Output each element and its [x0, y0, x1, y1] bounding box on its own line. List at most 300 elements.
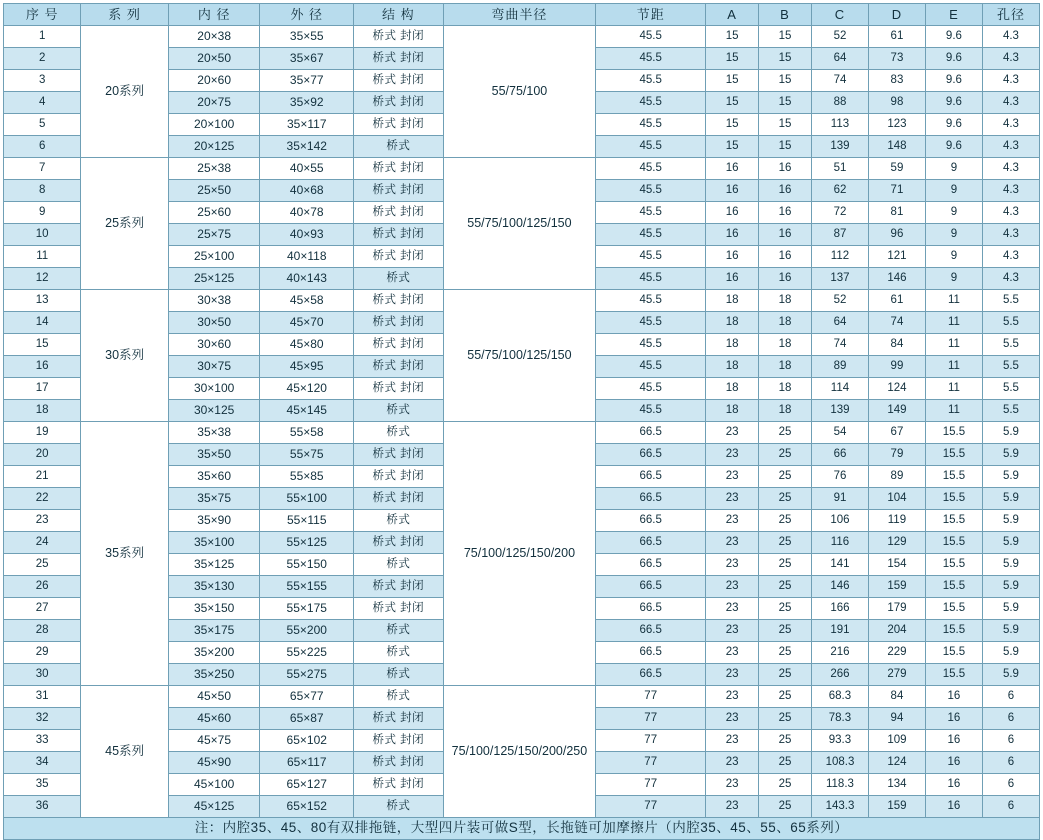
cell-index: 1 — [4, 26, 81, 48]
cell-inner-diameter: 35×130 — [168, 576, 260, 598]
table-row — [4, 686, 1040, 708]
cell-structure: 桥式 — [354, 796, 444, 818]
cell-structure: 桥式 封闭 — [354, 334, 444, 356]
cell-index: 15 — [4, 334, 81, 356]
cell-a: 23 — [706, 708, 759, 730]
cell-outer-diameter: 65×117 — [260, 752, 354, 774]
cell-outer-diameter: 65×127 — [260, 774, 354, 796]
cell-c: 74 — [811, 334, 868, 356]
cell-pitch: 45.5 — [596, 180, 706, 202]
cell-a: 18 — [706, 312, 759, 334]
cell-d: 121 — [868, 246, 925, 268]
cell-b: 25 — [759, 642, 812, 664]
cell-pitch: 66.5 — [596, 664, 706, 686]
cell-structure: 桥式 封闭 — [354, 312, 444, 334]
cell-index: 20 — [4, 444, 81, 466]
cell-c: 87 — [811, 224, 868, 246]
cell-c: 52 — [811, 26, 868, 48]
cell-c: 191 — [811, 620, 868, 642]
cell-d: 124 — [868, 752, 925, 774]
cell-c: 74 — [811, 70, 868, 92]
cell-pitch: 45.5 — [596, 26, 706, 48]
cell-b: 25 — [759, 730, 812, 752]
cell-e: 16 — [925, 796, 982, 818]
cell-pitch: 45.5 — [596, 48, 706, 70]
cell-structure: 桥式 封闭 — [354, 708, 444, 730]
cell-pitch: 45.5 — [596, 114, 706, 136]
cell-hole-diameter: 6 — [982, 774, 1039, 796]
cell-inner-diameter: 35×100 — [168, 532, 260, 554]
table-row — [4, 422, 1040, 444]
cell-b: 16 — [759, 224, 812, 246]
cell-c: 166 — [811, 598, 868, 620]
cell-structure: 桥式 封闭 — [354, 752, 444, 774]
cell-c: 116 — [811, 532, 868, 554]
cell-inner-diameter: 20×125 — [168, 136, 260, 158]
cell-hole-diameter: 5.5 — [982, 290, 1039, 312]
cell-index: 3 — [4, 70, 81, 92]
cell-e: 9 — [925, 246, 982, 268]
cell-e: 15.5 — [925, 444, 982, 466]
cell-a: 23 — [706, 598, 759, 620]
column-header-outer-diameter: 外 径 — [260, 4, 354, 26]
cell-pitch: 45.5 — [596, 290, 706, 312]
cell-hole-diameter: 5.5 — [982, 356, 1039, 378]
cell-a: 18 — [706, 356, 759, 378]
cell-hole-diameter: 4.3 — [982, 26, 1039, 48]
cell-index: 19 — [4, 422, 81, 444]
cell-a: 23 — [706, 664, 759, 686]
cell-inner-diameter: 25×125 — [168, 268, 260, 290]
cell-e: 11 — [925, 400, 982, 422]
cell-e: 16 — [925, 686, 982, 708]
cell-d: 83 — [868, 70, 925, 92]
cell-hole-diameter: 4.3 — [982, 92, 1039, 114]
cell-outer-diameter: 65×102 — [260, 730, 354, 752]
cell-index: 11 — [4, 246, 81, 268]
cell-b: 25 — [759, 510, 812, 532]
cell-outer-diameter: 55×175 — [260, 598, 354, 620]
cell-a: 15 — [706, 92, 759, 114]
column-header-d: D — [868, 4, 925, 26]
cell-inner-diameter: 25×38 — [168, 158, 260, 180]
column-header-c: C — [811, 4, 868, 26]
cell-index: 14 — [4, 312, 81, 334]
cell-pitch: 66.5 — [596, 642, 706, 664]
cell-a: 15 — [706, 114, 759, 136]
cell-pitch: 45.5 — [596, 70, 706, 92]
cell-outer-diameter: 65×77 — [260, 686, 354, 708]
cell-a: 23 — [706, 532, 759, 554]
cell-inner-diameter: 25×100 — [168, 246, 260, 268]
cell-e: 11 — [925, 290, 982, 312]
cell-c: 78.3 — [811, 708, 868, 730]
cell-inner-diameter: 30×50 — [168, 312, 260, 334]
cell-pitch: 45.5 — [596, 356, 706, 378]
cell-outer-diameter: 55×155 — [260, 576, 354, 598]
cell-c: 76 — [811, 466, 868, 488]
cell-pitch: 45.5 — [596, 378, 706, 400]
column-header-pitch: 节距 — [596, 4, 706, 26]
cell-d: 98 — [868, 92, 925, 114]
cell-inner-diameter: 35×125 — [168, 554, 260, 576]
cell-a: 23 — [706, 576, 759, 598]
cell-e: 9 — [925, 180, 982, 202]
cell-structure: 桥式 封闭 — [354, 158, 444, 180]
cell-pitch: 66.5 — [596, 532, 706, 554]
cell-d: 148 — [868, 136, 925, 158]
cell-b: 18 — [759, 400, 812, 422]
table-body — [4, 26, 1040, 818]
cell-structure: 桥式 封闭 — [354, 202, 444, 224]
cell-b: 25 — [759, 774, 812, 796]
cell-d: 279 — [868, 664, 925, 686]
cell-index: 10 — [4, 224, 81, 246]
cell-c: 118.3 — [811, 774, 868, 796]
cell-index: 17 — [4, 378, 81, 400]
cell-structure: 桥式 封闭 — [354, 290, 444, 312]
cell-inner-diameter: 30×125 — [168, 400, 260, 422]
cell-c: 108.3 — [811, 752, 868, 774]
cell-c: 112 — [811, 246, 868, 268]
cell-series: 25系列 — [81, 158, 169, 290]
cell-a: 23 — [706, 444, 759, 466]
cell-b: 15 — [759, 92, 812, 114]
cell-bend-radius: 55/75/100/125/150 — [443, 158, 596, 290]
column-header-structure: 结 构 — [354, 4, 444, 26]
cell-structure: 桥式 封闭 — [354, 246, 444, 268]
cell-e: 11 — [925, 312, 982, 334]
cell-c: 89 — [811, 356, 868, 378]
cell-outer-diameter: 55×150 — [260, 554, 354, 576]
cell-structure: 桥式 — [354, 642, 444, 664]
cell-b: 25 — [759, 466, 812, 488]
cell-e: 9 — [925, 268, 982, 290]
cell-c: 266 — [811, 664, 868, 686]
cell-series: 20系列 — [81, 26, 169, 158]
cell-outer-diameter: 65×87 — [260, 708, 354, 730]
cell-index: 33 — [4, 730, 81, 752]
cell-structure: 桥式 — [354, 686, 444, 708]
cell-index: 13 — [4, 290, 81, 312]
cell-d: 146 — [868, 268, 925, 290]
cell-hole-diameter: 4.3 — [982, 48, 1039, 70]
cell-outer-diameter: 45×95 — [260, 356, 354, 378]
column-header-bend-radius: 弯曲半径 — [443, 4, 596, 26]
cell-inner-diameter: 30×100 — [168, 378, 260, 400]
cell-hole-diameter: 5.5 — [982, 312, 1039, 334]
cell-index: 2 — [4, 48, 81, 70]
cell-b: 15 — [759, 48, 812, 70]
cell-e: 9 — [925, 202, 982, 224]
cell-d: 61 — [868, 290, 925, 312]
cell-e: 9.6 — [925, 70, 982, 92]
cell-e: 15.5 — [925, 554, 982, 576]
cell-c: 91 — [811, 488, 868, 510]
cell-b: 15 — [759, 136, 812, 158]
cell-outer-diameter: 40×55 — [260, 158, 354, 180]
cell-outer-diameter: 40×118 — [260, 246, 354, 268]
cell-c: 143.3 — [811, 796, 868, 818]
cell-structure: 桥式 封闭 — [354, 576, 444, 598]
cell-d: 94 — [868, 708, 925, 730]
cell-outer-diameter: 35×55 — [260, 26, 354, 48]
cell-outer-diameter: 55×125 — [260, 532, 354, 554]
cell-inner-diameter: 20×50 — [168, 48, 260, 70]
cell-a: 23 — [706, 730, 759, 752]
cell-c: 51 — [811, 158, 868, 180]
cell-outer-diameter: 45×145 — [260, 400, 354, 422]
cell-hole-diameter: 4.3 — [982, 136, 1039, 158]
cell-pitch: 45.5 — [596, 158, 706, 180]
cell-outer-diameter: 40×78 — [260, 202, 354, 224]
table-row — [4, 158, 1040, 180]
cell-pitch: 45.5 — [596, 92, 706, 114]
cell-structure: 桥式 封闭 — [354, 598, 444, 620]
cell-pitch: 66.5 — [596, 598, 706, 620]
cell-index: 24 — [4, 532, 81, 554]
cell-pitch: 77 — [596, 730, 706, 752]
cell-outer-diameter: 55×275 — [260, 664, 354, 686]
cell-hole-diameter: 5.9 — [982, 510, 1039, 532]
cell-b: 15 — [759, 26, 812, 48]
cell-outer-diameter: 40×143 — [260, 268, 354, 290]
cell-outer-diameter: 35×142 — [260, 136, 354, 158]
cell-e: 15.5 — [925, 532, 982, 554]
cell-hole-diameter: 5.5 — [982, 400, 1039, 422]
cell-bend-radius: 75/100/125/150/200 — [443, 422, 596, 686]
cell-hole-diameter: 5.9 — [982, 598, 1039, 620]
cell-pitch: 66.5 — [596, 620, 706, 642]
cell-inner-diameter: 35×200 — [168, 642, 260, 664]
cell-b: 25 — [759, 532, 812, 554]
cell-a: 15 — [706, 136, 759, 158]
cell-a: 18 — [706, 378, 759, 400]
cell-d: 109 — [868, 730, 925, 752]
cell-structure: 桥式 封闭 — [354, 774, 444, 796]
cell-b: 18 — [759, 378, 812, 400]
cell-pitch: 45.5 — [596, 202, 706, 224]
cell-outer-diameter: 35×67 — [260, 48, 354, 70]
cell-pitch: 45.5 — [596, 268, 706, 290]
cell-b: 16 — [759, 268, 812, 290]
cell-e: 9.6 — [925, 92, 982, 114]
cell-e: 16 — [925, 708, 982, 730]
cell-hole-diameter: 5.9 — [982, 620, 1039, 642]
cell-inner-diameter: 25×75 — [168, 224, 260, 246]
cell-series: 45系列 — [81, 686, 169, 818]
cell-b: 16 — [759, 202, 812, 224]
cell-inner-diameter: 20×38 — [168, 26, 260, 48]
cell-e: 16 — [925, 752, 982, 774]
cell-b: 16 — [759, 180, 812, 202]
cell-a: 23 — [706, 642, 759, 664]
cell-structure: 桥式 — [354, 422, 444, 444]
cell-pitch: 77 — [596, 774, 706, 796]
cell-pitch: 45.5 — [596, 312, 706, 334]
cell-structure: 桥式 — [354, 664, 444, 686]
cell-outer-diameter: 45×58 — [260, 290, 354, 312]
cell-e: 11 — [925, 356, 982, 378]
cell-outer-diameter: 55×58 — [260, 422, 354, 444]
cell-b: 25 — [759, 576, 812, 598]
cell-outer-diameter: 55×100 — [260, 488, 354, 510]
cell-e: 11 — [925, 334, 982, 356]
cell-e: 9.6 — [925, 136, 982, 158]
cell-d: 74 — [868, 312, 925, 334]
cell-hole-diameter: 4.3 — [982, 70, 1039, 92]
cell-b: 16 — [759, 246, 812, 268]
cell-a: 16 — [706, 268, 759, 290]
note-row — [4, 818, 1040, 840]
cell-d: 204 — [868, 620, 925, 642]
cell-outer-diameter: 55×85 — [260, 466, 354, 488]
cell-c: 64 — [811, 312, 868, 334]
cell-a: 15 — [706, 26, 759, 48]
cell-index: 6 — [4, 136, 81, 158]
cell-index: 30 — [4, 664, 81, 686]
cell-inner-diameter: 35×75 — [168, 488, 260, 510]
cell-b: 15 — [759, 114, 812, 136]
cell-outer-diameter: 65×152 — [260, 796, 354, 818]
cell-a: 23 — [706, 796, 759, 818]
cell-c: 137 — [811, 268, 868, 290]
cell-inner-diameter: 45×75 — [168, 730, 260, 752]
cell-structure: 桥式 封闭 — [354, 48, 444, 70]
cell-structure: 桥式 — [354, 136, 444, 158]
cell-index: 36 — [4, 796, 81, 818]
cell-pitch: 66.5 — [596, 422, 706, 444]
cell-structure: 桥式 封闭 — [354, 70, 444, 92]
cell-structure: 桥式 — [354, 510, 444, 532]
cell-inner-diameter: 30×60 — [168, 334, 260, 356]
cell-e: 15.5 — [925, 488, 982, 510]
cell-hole-diameter: 5.9 — [982, 422, 1039, 444]
cell-inner-diameter: 45×125 — [168, 796, 260, 818]
cell-pitch: 66.5 — [596, 466, 706, 488]
cell-e: 9.6 — [925, 26, 982, 48]
cell-inner-diameter: 20×75 — [168, 92, 260, 114]
cell-index: 5 — [4, 114, 81, 136]
column-header-index: 序 号 — [4, 4, 81, 26]
cell-structure: 桥式 — [354, 554, 444, 576]
cell-e: 15.5 — [925, 598, 982, 620]
cell-inner-diameter: 35×175 — [168, 620, 260, 642]
column-header-a: A — [706, 4, 759, 26]
cell-b: 25 — [759, 664, 812, 686]
cell-structure: 桥式 封闭 — [354, 180, 444, 202]
cell-inner-diameter: 35×150 — [168, 598, 260, 620]
cell-d: 71 — [868, 180, 925, 202]
cell-c: 106 — [811, 510, 868, 532]
cell-bend-radius: 75/100/125/150/200/250 — [443, 686, 596, 818]
cell-a: 16 — [706, 224, 759, 246]
cell-index: 29 — [4, 642, 81, 664]
cell-hole-diameter: 5.9 — [982, 576, 1039, 598]
cell-outer-diameter: 55×75 — [260, 444, 354, 466]
table-header — [4, 4, 1040, 26]
cell-b: 25 — [759, 444, 812, 466]
cell-b: 15 — [759, 70, 812, 92]
cell-d: 79 — [868, 444, 925, 466]
cell-b: 18 — [759, 312, 812, 334]
cell-e: 9 — [925, 158, 982, 180]
cell-d: 229 — [868, 642, 925, 664]
cell-structure: 桥式 封闭 — [354, 114, 444, 136]
cell-d: 119 — [868, 510, 925, 532]
cell-a: 15 — [706, 48, 759, 70]
cell-structure: 桥式 封闭 — [354, 224, 444, 246]
cell-d: 134 — [868, 774, 925, 796]
column-header-inner-diameter: 内 径 — [168, 4, 260, 26]
cell-inner-diameter: 25×50 — [168, 180, 260, 202]
column-header-e: E — [925, 4, 982, 26]
cell-outer-diameter: 35×77 — [260, 70, 354, 92]
cell-c: 54 — [811, 422, 868, 444]
cell-d: 73 — [868, 48, 925, 70]
cell-a: 15 — [706, 70, 759, 92]
cell-hole-diameter: 6 — [982, 752, 1039, 774]
cell-pitch: 45.5 — [596, 246, 706, 268]
cell-inner-diameter: 35×60 — [168, 466, 260, 488]
cell-outer-diameter: 55×115 — [260, 510, 354, 532]
cell-outer-diameter: 45×120 — [260, 378, 354, 400]
cell-index: 35 — [4, 774, 81, 796]
cell-index: 31 — [4, 686, 81, 708]
cell-d: 96 — [868, 224, 925, 246]
cell-a: 23 — [706, 488, 759, 510]
cell-bend-radius: 55/75/100/125/150 — [443, 290, 596, 422]
cell-pitch: 66.5 — [596, 444, 706, 466]
cell-c: 52 — [811, 290, 868, 312]
cell-a: 23 — [706, 752, 759, 774]
cell-c: 88 — [811, 92, 868, 114]
cell-index: 21 — [4, 466, 81, 488]
cell-d: 154 — [868, 554, 925, 576]
cell-inner-diameter: 30×38 — [168, 290, 260, 312]
cell-d: 61 — [868, 26, 925, 48]
cell-c: 93.3 — [811, 730, 868, 752]
cell-pitch: 77 — [596, 752, 706, 774]
cell-inner-diameter: 45×100 — [168, 774, 260, 796]
cell-d: 159 — [868, 796, 925, 818]
cell-e: 15.5 — [925, 620, 982, 642]
cell-series: 30系列 — [81, 290, 169, 422]
cell-b: 25 — [759, 598, 812, 620]
cell-bend-radius: 55/75/100 — [443, 26, 596, 158]
cell-e: 16 — [925, 730, 982, 752]
cell-e: 15.5 — [925, 664, 982, 686]
cell-inner-diameter: 35×38 — [168, 422, 260, 444]
cell-outer-diameter: 45×80 — [260, 334, 354, 356]
cell-inner-diameter: 35×250 — [168, 664, 260, 686]
column-header-b: B — [759, 4, 812, 26]
cell-structure: 桥式 封闭 — [354, 356, 444, 378]
cell-index: 18 — [4, 400, 81, 422]
cell-hole-diameter: 4.3 — [982, 180, 1039, 202]
cell-structure: 桥式 封闭 — [354, 532, 444, 554]
cell-hole-diameter: 5.9 — [982, 532, 1039, 554]
cell-outer-diameter: 35×92 — [260, 92, 354, 114]
cell-hole-diameter: 4.3 — [982, 202, 1039, 224]
cell-index: 28 — [4, 620, 81, 642]
cell-pitch: 77 — [596, 796, 706, 818]
cell-d: 89 — [868, 466, 925, 488]
cell-e: 15.5 — [925, 466, 982, 488]
cell-inner-diameter: 45×90 — [168, 752, 260, 774]
cell-index: 16 — [4, 356, 81, 378]
cell-e: 9 — [925, 224, 982, 246]
